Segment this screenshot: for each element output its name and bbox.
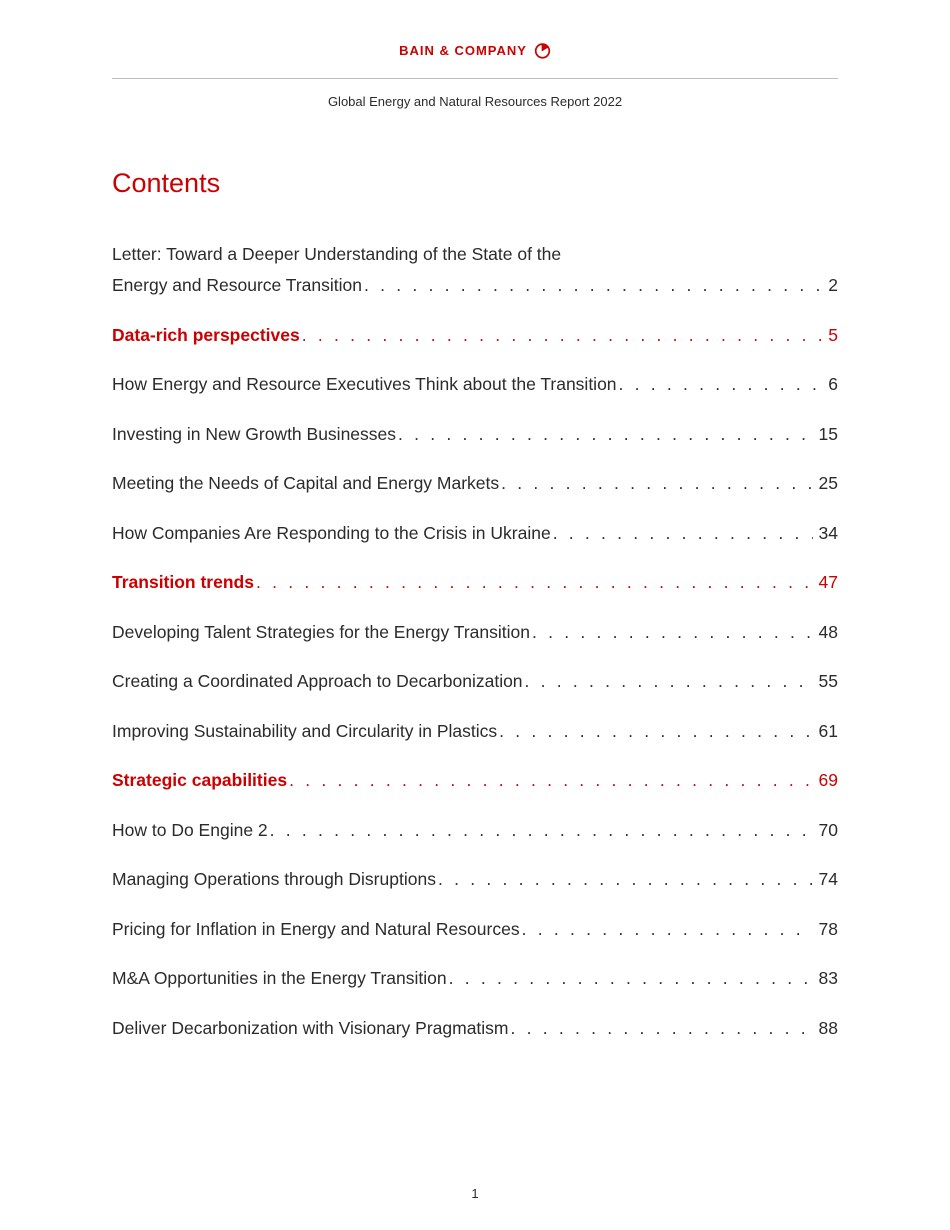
- toc-page-number: 2: [828, 275, 838, 295]
- toc-page-number: 70: [818, 819, 838, 840]
- dot-leader: [497, 716, 812, 747]
- report-title: Global Energy and Natural Resources Report 2022: [327, 94, 623, 109]
- toc-page-number: 83: [818, 968, 838, 988]
- brand-name: BAIN & COMPANY: [399, 43, 527, 58]
- toc-entry-title: Deliver Decarbonization with Visionary Pragmatism: [112, 1017, 509, 1038]
- toc-page-number: 6: [828, 374, 838, 394]
- toc-entry[interactable]: [112, 518, 838, 549]
- toc-page-number: 25: [818, 473, 838, 493]
- toc-entry[interactable]: [112, 468, 838, 499]
- toc-entry-title: Pricing for Inflation in Energy and Natural Resources: [112, 918, 520, 939]
- dot-leader: [520, 914, 813, 945]
- toc-entry[interactable]: [112, 815, 838, 846]
- toc-section-title: Transition trends: [112, 572, 254, 592]
- toc-entry[interactable]: [112, 419, 838, 450]
- toc-entry[interactable]: [112, 864, 838, 895]
- toc-page-number: 78: [818, 918, 838, 939]
- toc-section-title: Strategic capabilities: [112, 770, 288, 790]
- toc-entry[interactable]: [112, 914, 838, 945]
- dot-leader: [300, 320, 823, 351]
- toc-page-number: 55: [818, 671, 838, 691]
- dot-leader: [287, 765, 812, 796]
- toc-page-number: 74: [818, 869, 838, 889]
- dot-leader: [268, 815, 813, 846]
- table-of-contents: [112, 239, 838, 1062]
- toc-page-number: 15: [818, 423, 838, 444]
- toc-entry-title: How to Do Engine 2: [112, 819, 268, 840]
- toc-entry-title: Developing Talent Strategies for the Energy Transition: [112, 621, 530, 642]
- toc-entry[interactable]: [112, 666, 838, 697]
- header-divider: [112, 78, 838, 79]
- toc-entry-title: Meeting the Needs of Capital and Energy Markets: [112, 473, 500, 493]
- dot-leader: [499, 468, 812, 499]
- toc-entry-title-line1: Letter: Toward a Deeper Understanding of the State of the: [112, 244, 562, 264]
- toc-entry-title: Improving Sustainability and Circularity in Plastics: [112, 720, 498, 741]
- page-number: 1: [471, 1186, 479, 1201]
- toc-entry[interactable]: [112, 716, 838, 747]
- dot-leader: [551, 518, 813, 549]
- dot-leader: [396, 419, 813, 450]
- dot-leader: [254, 567, 813, 598]
- toc-entry-title: Creating a Coordinated Approach to Decarbonization: [112, 671, 523, 691]
- toc-entry-title: Managing Operations through Disruptions: [112, 869, 436, 889]
- toc-entry-title: M&A Opportunities in the Energy Transition: [112, 968, 447, 988]
- toc-section-strategic-capabilities[interactable]: [112, 765, 838, 796]
- dot-leader: [362, 270, 822, 301]
- toc-entry-letter[interactable]: [112, 239, 838, 301]
- toc-entry-title: How Companies Are Responding to the Crisis in Ukraine: [112, 522, 551, 543]
- brand-header: [0, 42, 950, 59]
- dot-leader: [617, 369, 823, 400]
- dot-leader: [447, 963, 813, 994]
- toc-entry-title: Energy and Resource Transition: [112, 275, 362, 295]
- dot-leader: [509, 1013, 813, 1044]
- toc-section-title: Data-rich perspectives: [112, 324, 300, 345]
- bain-logo-icon: [534, 42, 551, 59]
- toc-entry-title: How Energy and Resource Executives Think about the Transition: [112, 374, 617, 394]
- toc-entry[interactable]: [112, 1013, 838, 1044]
- dot-leader: [436, 864, 813, 895]
- toc-page-number: 34: [818, 522, 838, 543]
- toc-entry[interactable]: [112, 369, 838, 400]
- toc-page-number: 61: [818, 720, 838, 741]
- toc-entry-title: Investing in New Growth Businesses: [112, 423, 397, 444]
- contents-heading: Contents: [112, 168, 221, 199]
- toc-entry[interactable]: [112, 617, 838, 648]
- toc-page-number: 5: [828, 324, 838, 345]
- toc-page-number: 69: [818, 770, 838, 790]
- dot-leader: [530, 617, 813, 648]
- toc-page-number: 88: [818, 1017, 838, 1038]
- toc-entry[interactable]: [112, 963, 838, 994]
- toc-section-transition-trends[interactable]: [112, 567, 838, 598]
- toc-page-number: 48: [818, 621, 838, 642]
- dot-leader: [523, 666, 813, 697]
- toc-page-number: 47: [818, 572, 838, 592]
- toc-section-data-rich-perspectives[interactable]: [112, 320, 838, 351]
